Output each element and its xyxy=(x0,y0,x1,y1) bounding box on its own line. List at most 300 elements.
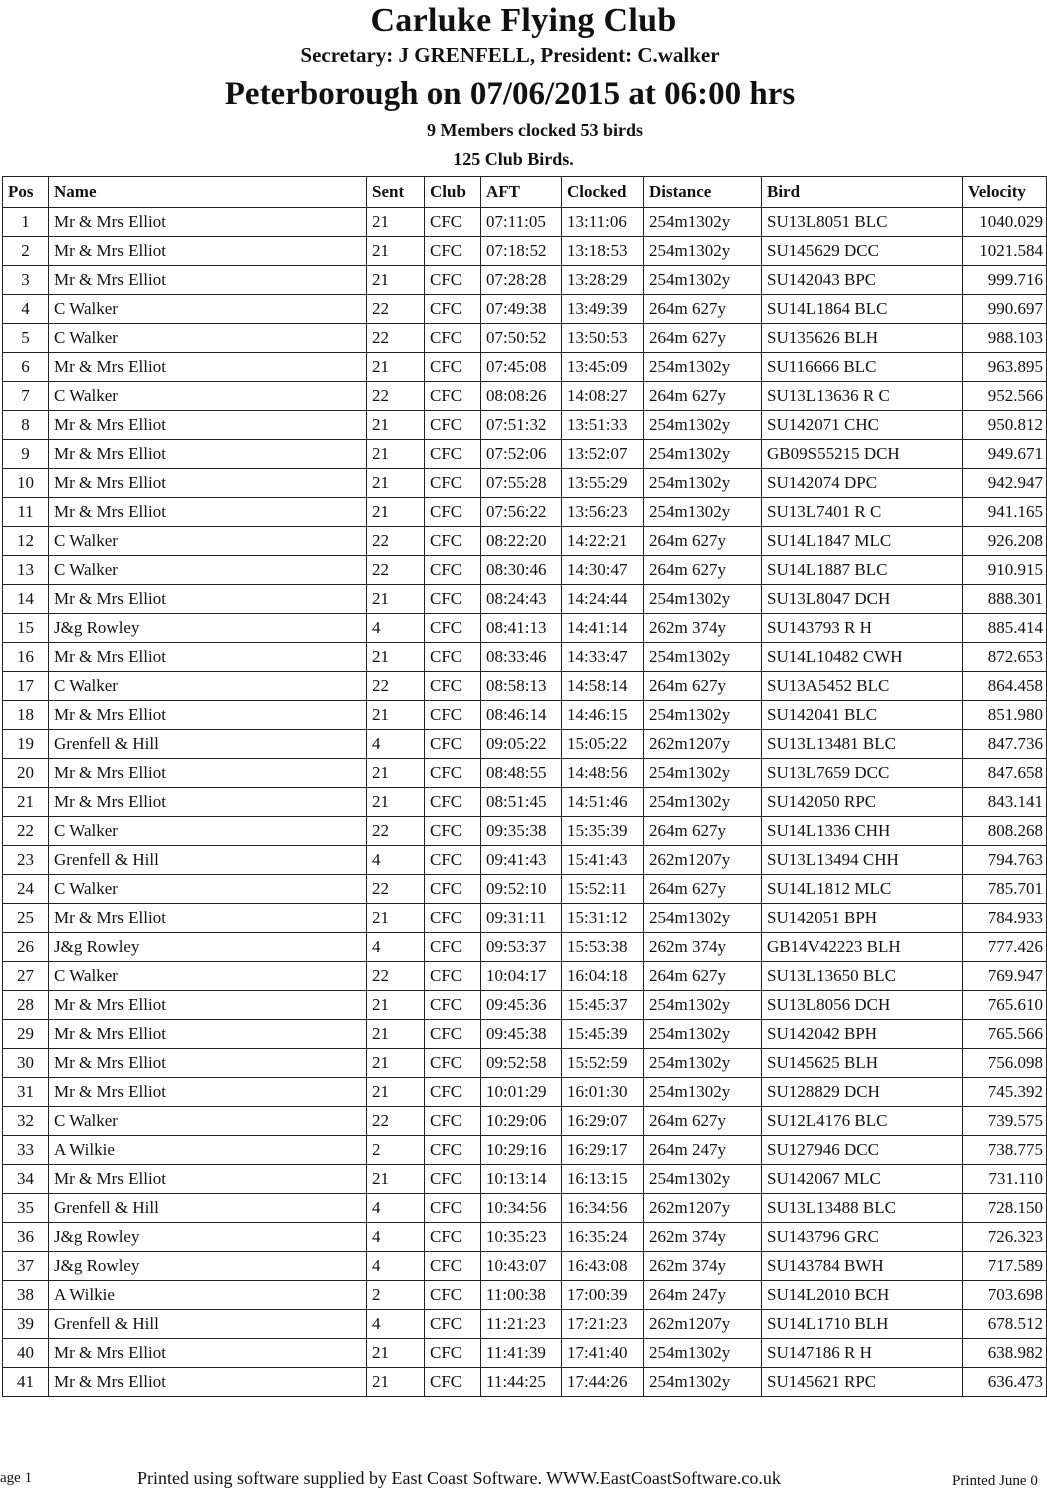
pos-cell: 40 xyxy=(3,1339,49,1368)
clocked-cell: 17:44:26 xyxy=(562,1368,644,1397)
club-cell: CFC xyxy=(425,237,481,266)
clocked-cell: 13:56:23 xyxy=(562,498,644,527)
pos-cell: 16 xyxy=(3,643,49,672)
bird-cell: SU14L2010 BCH xyxy=(762,1281,963,1310)
distance-cell: 264m 627y xyxy=(644,527,762,556)
clocked-cell: 13:45:09 xyxy=(562,353,644,382)
name-cell: Grenfell & Hill xyxy=(49,846,367,875)
distance-cell: 254m1302y xyxy=(644,237,762,266)
velocity-cell: 808.268 xyxy=(963,817,1047,846)
table-row xyxy=(3,614,1047,643)
table-row xyxy=(3,237,1047,266)
velocity-cell: 988.103 xyxy=(963,324,1047,353)
club-cell: CFC xyxy=(425,498,481,527)
sent-cell: 21 xyxy=(367,759,425,788)
club-cell: CFC xyxy=(425,208,481,237)
name-cell: Mr & Mrs Elliot xyxy=(49,585,367,614)
distance-cell: 262m1207y xyxy=(644,846,762,875)
bird-cell: SU145629 DCC xyxy=(762,237,963,266)
sent-cell: 22 xyxy=(367,382,425,411)
bird-cell: SU13L7401 R C xyxy=(762,498,963,527)
bird-cell: SU13L8056 DCH xyxy=(762,991,963,1020)
club-cell: CFC xyxy=(425,1310,481,1339)
pos-cell: 13 xyxy=(3,556,49,585)
distance-cell: 264m 627y xyxy=(644,672,762,701)
bird-cell: SU13L13488 BLC xyxy=(762,1194,963,1223)
bird-cell: SU145621 RPC xyxy=(762,1368,963,1397)
table-row xyxy=(3,1339,1047,1368)
club-cell: CFC xyxy=(425,1252,481,1281)
pos-cell: 7 xyxy=(3,382,49,411)
club-cell: CFC xyxy=(425,1223,481,1252)
pos-cell: 11 xyxy=(3,498,49,527)
pos-cell: 20 xyxy=(3,759,49,788)
name-cell: Mr & Mrs Elliot xyxy=(49,266,367,295)
clocked-cell: 14:33:47 xyxy=(562,643,644,672)
pos-cell: 4 xyxy=(3,295,49,324)
aft-cell: 10:01:29 xyxy=(481,1078,562,1107)
table-row xyxy=(3,1281,1047,1310)
distance-cell: 254m1302y xyxy=(644,904,762,933)
sent-cell: 21 xyxy=(367,1339,425,1368)
club-cell: CFC xyxy=(425,382,481,411)
velocity-cell: 726.323 xyxy=(963,1223,1047,1252)
velocity-cell: 851.980 xyxy=(963,701,1047,730)
velocity-cell: 864.458 xyxy=(963,672,1047,701)
col-header-pos: Pos xyxy=(3,177,49,208)
pos-cell: 9 xyxy=(3,440,49,469)
distance-cell: 264m 627y xyxy=(644,817,762,846)
distance-cell: 254m1302y xyxy=(644,788,762,817)
velocity-cell: 678.512 xyxy=(963,1310,1047,1339)
table-row xyxy=(3,1165,1047,1194)
club-cell: CFC xyxy=(425,469,481,498)
club-cell: CFC xyxy=(425,266,481,295)
aft-cell: 11:21:23 xyxy=(481,1310,562,1339)
velocity-cell: 728.150 xyxy=(963,1194,1047,1223)
name-cell: Mr & Mrs Elliot xyxy=(49,469,367,498)
table-header-row xyxy=(3,177,1047,208)
club-cell: CFC xyxy=(425,1078,481,1107)
sent-cell: 21 xyxy=(367,266,425,295)
table-row xyxy=(3,904,1047,933)
pos-cell: 27 xyxy=(3,962,49,991)
sent-cell: 4 xyxy=(367,1252,425,1281)
sent-cell: 4 xyxy=(367,933,425,962)
distance-cell: 254m1302y xyxy=(644,643,762,672)
sent-cell: 21 xyxy=(367,237,425,266)
distance-cell: 254m1302y xyxy=(644,1339,762,1368)
club-cell: CFC xyxy=(425,875,481,904)
col-header-velocity: Velocity xyxy=(963,177,1047,208)
clocked-cell: 13:52:07 xyxy=(562,440,644,469)
name-cell: C Walker xyxy=(49,295,367,324)
aft-cell: 07:11:05 xyxy=(481,208,562,237)
table-row xyxy=(3,295,1047,324)
aft-cell: 08:48:55 xyxy=(481,759,562,788)
sent-cell: 22 xyxy=(367,527,425,556)
pos-cell: 24 xyxy=(3,875,49,904)
distance-cell: 254m1302y xyxy=(644,353,762,382)
club-cell: CFC xyxy=(425,788,481,817)
members-clocked: 9 Members clocked 53 birds xyxy=(427,120,643,140)
sent-cell: 21 xyxy=(367,1020,425,1049)
bird-cell: SU13L8047 DCH xyxy=(762,585,963,614)
name-cell: Mr & Mrs Elliot xyxy=(49,1339,367,1368)
bird-cell: SU142050 RPC xyxy=(762,788,963,817)
club-cell: CFC xyxy=(425,1020,481,1049)
club-cell: CFC xyxy=(425,527,481,556)
clocked-cell: 13:49:39 xyxy=(562,295,644,324)
aft-cell: 09:31:11 xyxy=(481,904,562,933)
name-cell: Grenfell & Hill xyxy=(49,730,367,759)
table-row xyxy=(3,643,1047,672)
table-row xyxy=(3,498,1047,527)
sent-cell: 21 xyxy=(367,440,425,469)
table-row xyxy=(3,556,1047,585)
velocity-cell: 717.589 xyxy=(963,1252,1047,1281)
club-cell: CFC xyxy=(425,643,481,672)
clocked-cell: 14:22:21 xyxy=(562,527,644,556)
club-cell: CFC xyxy=(425,614,481,643)
club-title: Carluke Flying Club xyxy=(370,2,677,39)
bird-cell: SU145625 BLH xyxy=(762,1049,963,1078)
clocked-cell: 14:46:15 xyxy=(562,701,644,730)
bird-cell: SU13L13650 BLC xyxy=(762,962,963,991)
club-cell: CFC xyxy=(425,1281,481,1310)
sent-cell: 22 xyxy=(367,324,425,353)
clocked-cell: 15:45:37 xyxy=(562,991,644,1020)
name-cell: Mr & Mrs Elliot xyxy=(49,353,367,382)
table-row xyxy=(3,1078,1047,1107)
name-cell: Grenfell & Hill xyxy=(49,1194,367,1223)
bird-cell: SU13A5452 BLC xyxy=(762,672,963,701)
sent-cell: 22 xyxy=(367,295,425,324)
bird-cell: SU14L1710 BLH xyxy=(762,1310,963,1339)
sent-cell: 22 xyxy=(367,817,425,846)
distance-cell: 254m1302y xyxy=(644,701,762,730)
pos-cell: 5 xyxy=(3,324,49,353)
name-cell: Mr & Mrs Elliot xyxy=(49,498,367,527)
clocked-cell: 13:50:53 xyxy=(562,324,644,353)
bird-cell: SU142042 BPH xyxy=(762,1020,963,1049)
velocity-cell: 963.895 xyxy=(963,353,1047,382)
pos-cell: 31 xyxy=(3,1078,49,1107)
distance-cell: 262m 374y xyxy=(644,614,762,643)
table-row xyxy=(3,1310,1047,1339)
club-cell: CFC xyxy=(425,672,481,701)
pos-cell: 30 xyxy=(3,1049,49,1078)
sent-cell: 21 xyxy=(367,991,425,1020)
clocked-cell: 15:35:39 xyxy=(562,817,644,846)
name-cell: A Wilkie xyxy=(49,1136,367,1165)
club-cell: CFC xyxy=(425,1368,481,1397)
name-cell: C Walker xyxy=(49,1107,367,1136)
pos-cell: 28 xyxy=(3,991,49,1020)
pos-cell: 21 xyxy=(3,788,49,817)
pos-cell: 2 xyxy=(3,237,49,266)
pos-cell: 22 xyxy=(3,817,49,846)
club-cell: CFC xyxy=(425,1136,481,1165)
velocity-cell: 777.426 xyxy=(963,933,1047,962)
bird-cell: SU14L10482 CWH xyxy=(762,643,963,672)
pos-cell: 6 xyxy=(3,353,49,382)
pos-cell: 8 xyxy=(3,411,49,440)
clocked-cell: 17:00:39 xyxy=(562,1281,644,1310)
distance-cell: 264m 627y xyxy=(644,382,762,411)
club-cell: CFC xyxy=(425,962,481,991)
col-header-clocked: Clocked xyxy=(562,177,644,208)
clocked-cell: 14:48:56 xyxy=(562,759,644,788)
aft-cell: 09:45:38 xyxy=(481,1020,562,1049)
clocked-cell: 14:41:14 xyxy=(562,614,644,643)
aft-cell: 10:04:17 xyxy=(481,962,562,991)
aft-cell: 09:52:58 xyxy=(481,1049,562,1078)
bird-cell: SU14L1336 CHH xyxy=(762,817,963,846)
bird-cell: SU116666 BLC xyxy=(762,353,963,382)
table-row xyxy=(3,875,1047,904)
distance-cell: 262m 374y xyxy=(644,1223,762,1252)
bird-cell: SU128829 DCH xyxy=(762,1078,963,1107)
velocity-cell: 926.208 xyxy=(963,527,1047,556)
velocity-cell: 638.982 xyxy=(963,1339,1047,1368)
table-row xyxy=(3,1252,1047,1281)
table-row xyxy=(3,1049,1047,1078)
aft-cell: 10:35:23 xyxy=(481,1223,562,1252)
distance-cell: 254m1302y xyxy=(644,1049,762,1078)
table-row xyxy=(3,208,1047,237)
col-header-aft: AFT xyxy=(481,177,562,208)
pos-cell: 17 xyxy=(3,672,49,701)
aft-cell: 07:28:28 xyxy=(481,266,562,295)
club-cell: CFC xyxy=(425,701,481,730)
aft-cell: 10:29:16 xyxy=(481,1136,562,1165)
distance-cell: 254m1302y xyxy=(644,440,762,469)
pos-cell: 33 xyxy=(3,1136,49,1165)
name-cell: C Walker xyxy=(49,527,367,556)
name-cell: A Wilkie xyxy=(49,1281,367,1310)
table-row xyxy=(3,527,1047,556)
bird-cell: SU13L8051 BLC xyxy=(762,208,963,237)
sent-cell: 22 xyxy=(367,1107,425,1136)
distance-cell: 254m1302y xyxy=(644,991,762,1020)
velocity-cell: 765.566 xyxy=(963,1020,1047,1049)
table-row xyxy=(3,962,1047,991)
pos-cell: 14 xyxy=(3,585,49,614)
club-cell: CFC xyxy=(425,759,481,788)
distance-cell: 254m1302y xyxy=(644,411,762,440)
distance-cell: 254m1302y xyxy=(644,208,762,237)
velocity-cell: 952.566 xyxy=(963,382,1047,411)
bird-cell: GB09S55215 DCH xyxy=(762,440,963,469)
name-cell: J&g Rowley xyxy=(49,933,367,962)
clocked-cell: 16:04:18 xyxy=(562,962,644,991)
distance-cell: 264m 627y xyxy=(644,1107,762,1136)
aft-cell: 10:13:14 xyxy=(481,1165,562,1194)
club-cell: CFC xyxy=(425,1049,481,1078)
velocity-cell: 739.575 xyxy=(963,1107,1047,1136)
name-cell: Mr & Mrs Elliot xyxy=(49,440,367,469)
velocity-cell: 885.414 xyxy=(963,614,1047,643)
sent-cell: 4 xyxy=(367,730,425,759)
club-birds-count: 125 Club Birds. xyxy=(453,149,574,169)
name-cell: Mr & Mrs Elliot xyxy=(49,411,367,440)
pos-cell: 35 xyxy=(3,1194,49,1223)
velocity-cell: 731.110 xyxy=(963,1165,1047,1194)
pos-cell: 19 xyxy=(3,730,49,759)
aft-cell: 09:05:22 xyxy=(481,730,562,759)
velocity-cell: 769.947 xyxy=(963,962,1047,991)
name-cell: J&g Rowley xyxy=(49,1252,367,1281)
sent-cell: 21 xyxy=(367,469,425,498)
results-body xyxy=(3,208,1047,1397)
bird-cell: SU143793 R H xyxy=(762,614,963,643)
table-row xyxy=(3,730,1047,759)
col-header-name: Name xyxy=(49,177,367,208)
velocity-cell: 941.165 xyxy=(963,498,1047,527)
distance-cell: 254m1302y xyxy=(644,1078,762,1107)
aft-cell: 07:55:28 xyxy=(481,469,562,498)
bird-cell: SU135626 BLH xyxy=(762,324,963,353)
clocked-cell: 15:52:11 xyxy=(562,875,644,904)
velocity-cell: 745.392 xyxy=(963,1078,1047,1107)
results-table xyxy=(2,176,1047,1397)
club-cell: CFC xyxy=(425,1107,481,1136)
name-cell: Mr & Mrs Elliot xyxy=(49,1049,367,1078)
distance-cell: 264m 247y xyxy=(644,1136,762,1165)
aft-cell: 08:46:14 xyxy=(481,701,562,730)
sent-cell: 22 xyxy=(367,672,425,701)
club-cell: CFC xyxy=(425,1165,481,1194)
pos-cell: 12 xyxy=(3,527,49,556)
clocked-cell: 15:05:22 xyxy=(562,730,644,759)
distance-cell: 254m1302y xyxy=(644,585,762,614)
distance-cell: 262m1207y xyxy=(644,1310,762,1339)
pos-cell: 18 xyxy=(3,701,49,730)
clocked-cell: 16:13:15 xyxy=(562,1165,644,1194)
velocity-cell: 785.701 xyxy=(963,875,1047,904)
bird-cell: SU14L1847 MLC xyxy=(762,527,963,556)
sent-cell: 21 xyxy=(367,411,425,440)
table-row xyxy=(3,1223,1047,1252)
sent-cell: 21 xyxy=(367,788,425,817)
clocked-cell: 17:41:40 xyxy=(562,1339,644,1368)
distance-cell: 264m 627y xyxy=(644,556,762,585)
sent-cell: 2 xyxy=(367,1281,425,1310)
velocity-cell: 942.947 xyxy=(963,469,1047,498)
distance-cell: 254m1302y xyxy=(644,266,762,295)
club-cell: CFC xyxy=(425,1194,481,1223)
club-cell: CFC xyxy=(425,933,481,962)
pos-cell: 15 xyxy=(3,614,49,643)
sent-cell: 21 xyxy=(367,208,425,237)
velocity-cell: 784.933 xyxy=(963,904,1047,933)
distance-cell: 254m1302y xyxy=(644,469,762,498)
distance-cell: 254m1302y xyxy=(644,1368,762,1397)
table-row xyxy=(3,817,1047,846)
pos-cell: 34 xyxy=(3,1165,49,1194)
bird-cell: SU142041 BLC xyxy=(762,701,963,730)
name-cell: C Walker xyxy=(49,324,367,353)
sent-cell: 21 xyxy=(367,498,425,527)
pos-cell: 29 xyxy=(3,1020,49,1049)
club-cell: CFC xyxy=(425,817,481,846)
sent-cell: 21 xyxy=(367,353,425,382)
clocked-cell: 15:45:39 xyxy=(562,1020,644,1049)
table-row xyxy=(3,933,1047,962)
velocity-cell: 765.610 xyxy=(963,991,1047,1020)
sent-cell: 2 xyxy=(367,1136,425,1165)
aft-cell: 09:35:38 xyxy=(481,817,562,846)
club-cell: CFC xyxy=(425,585,481,614)
sent-cell: 21 xyxy=(367,1049,425,1078)
bird-cell: SU14L1812 MLC xyxy=(762,875,963,904)
pos-cell: 26 xyxy=(3,933,49,962)
bird-cell: SU142043 BPC xyxy=(762,266,963,295)
velocity-cell: 636.473 xyxy=(963,1368,1047,1397)
table-row xyxy=(3,1194,1047,1223)
sent-cell: 22 xyxy=(367,875,425,904)
printed-date: Printed June 0 xyxy=(952,1473,1038,1489)
pos-cell: 39 xyxy=(3,1310,49,1339)
col-header-sent: Sent xyxy=(367,177,425,208)
bird-cell: GB14V42223 BLH xyxy=(762,933,963,962)
table-row xyxy=(3,1368,1047,1397)
name-cell: J&g Rowley xyxy=(49,1223,367,1252)
distance-cell: 262m1207y xyxy=(644,730,762,759)
velocity-cell: 910.915 xyxy=(963,556,1047,585)
aft-cell: 09:53:37 xyxy=(481,933,562,962)
clocked-cell: 15:53:38 xyxy=(562,933,644,962)
name-cell: Mr & Mrs Elliot xyxy=(49,1368,367,1397)
aft-cell: 07:18:52 xyxy=(481,237,562,266)
club-cell: CFC xyxy=(425,904,481,933)
pos-cell: 38 xyxy=(3,1281,49,1310)
pos-cell: 25 xyxy=(3,904,49,933)
clocked-cell: 14:51:46 xyxy=(562,788,644,817)
name-cell: Mr & Mrs Elliot xyxy=(49,759,367,788)
table-row xyxy=(3,382,1047,411)
pos-cell: 37 xyxy=(3,1252,49,1281)
distance-cell: 254m1302y xyxy=(644,1165,762,1194)
bird-cell: SU13L7659 DCC xyxy=(762,759,963,788)
clocked-cell: 14:24:44 xyxy=(562,585,644,614)
club-cell: CFC xyxy=(425,556,481,585)
distance-cell: 264m 627y xyxy=(644,295,762,324)
name-cell: Grenfell & Hill xyxy=(49,1310,367,1339)
name-cell: Mr & Mrs Elliot xyxy=(49,788,367,817)
aft-cell: 11:44:25 xyxy=(481,1368,562,1397)
clocked-cell: 15:52:59 xyxy=(562,1049,644,1078)
velocity-cell: 703.698 xyxy=(963,1281,1047,1310)
bird-cell: SU12L4176 BLC xyxy=(762,1107,963,1136)
clocked-cell: 13:51:33 xyxy=(562,411,644,440)
velocity-cell: 843.141 xyxy=(963,788,1047,817)
software-credit: Printed using software supplied by East Coast Software. WWW.EastCoastSoftware.co.uk xyxy=(137,1468,781,1488)
clocked-cell: 17:21:23 xyxy=(562,1310,644,1339)
aft-cell: 07:51:32 xyxy=(481,411,562,440)
velocity-cell: 949.671 xyxy=(963,440,1047,469)
table-row xyxy=(3,759,1047,788)
distance-cell: 254m1302y xyxy=(644,498,762,527)
velocity-cell: 950.812 xyxy=(963,411,1047,440)
bird-cell: SU14L1887 BLC xyxy=(762,556,963,585)
name-cell: Mr & Mrs Elliot xyxy=(49,237,367,266)
aft-cell: 07:49:38 xyxy=(481,295,562,324)
clocked-cell: 16:29:07 xyxy=(562,1107,644,1136)
club-cell: CFC xyxy=(425,440,481,469)
aft-cell: 08:22:20 xyxy=(481,527,562,556)
